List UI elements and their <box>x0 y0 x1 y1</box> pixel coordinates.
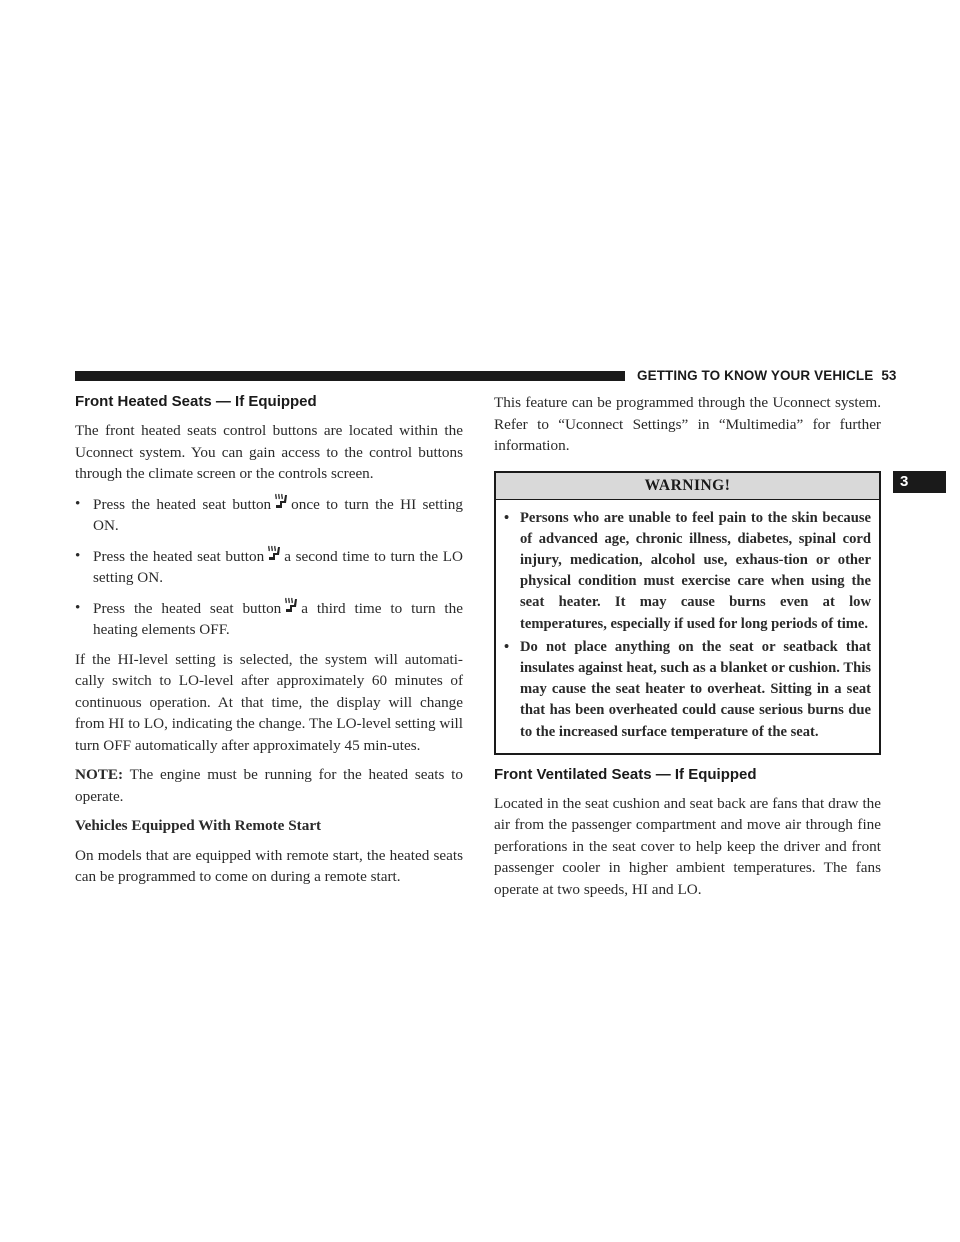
warning-item <box>504 637 871 743</box>
remote-start-heading: Vehicles Equipped With Remote Start <box>75 817 322 834</box>
remote-start-text: On models that are equipped with remote start, the heated seats can be programmed to come on during a remote start. <box>75 846 463 885</box>
header-rule <box>75 371 625 381</box>
note-paragraph <box>75 764 463 807</box>
note-label: NOTE: <box>75 766 124 783</box>
step-text-before: Press the heated seat button <box>93 599 282 617</box>
heated-seat-icon <box>266 545 282 563</box>
right-column <box>494 392 881 908</box>
ventilated-seats-text: Located in the seat cushion and seat back are fans that draw the air from the passenger compartment and move air through fine perforations in the seat cover to help keep the driver and front passenger cooler in higher ambient temperatures. The fans operate at two speeds, HI and LO. <box>494 794 881 898</box>
bullet-dot: • <box>75 598 81 616</box>
step-text-after: once to turn the HI setting ON. <box>93 495 463 534</box>
continuation-paragraph: This feature can be programmed through the Uconnect system. Refer to “Uconnect Settings” in “Multimedia” for further information. <box>494 394 881 454</box>
hi-level-paragraph: If the HI-level setting is selected, the system will automati-cally switch to LO-level after approximately 60 minutes of continuous operation. At that time, the display will change from HI to LO, indicating the change. The LO-level setting will turn OFF automatically after approximately 45 min-utes. <box>75 650 463 754</box>
step-text-after: a third time to turn the heating elements OFF. <box>93 599 463 638</box>
step-text-before: Press the heated seat button <box>93 547 265 565</box>
warning-text: Persons who are unable to feel pain to the skin because of advanced age, chronic illness, diabetes, spinal cord injury, medication, alcohol use, exhaus-tion or other physical condition must exercise care when using the seat heater. It may cause burns even at low temperatures, especially if used for long periods of time. <box>520 509 871 632</box>
heated-seat-icon <box>283 597 299 615</box>
warning-box <box>494 471 881 755</box>
heated-seats-heading: Front Heated Seats — If Equipped <box>75 393 317 410</box>
bullet-dot: • <box>504 509 510 526</box>
warning-text: Do not place anything on the seat or seatback that insulates against heat, such as a blanket or cushion. This may cause the seat heater to overheat. Sitting in a seat that has been overheated could cause serious burns due to the increased surface temperature of the seat. <box>520 638 871 740</box>
step-text-before: Press the heated seat button <box>93 495 272 513</box>
bullet-dot: • <box>75 494 81 512</box>
section-title: GETTING TO KNOW YOUR VEHICLE <box>637 368 874 383</box>
list-item <box>75 545 463 589</box>
heated-seat-icon <box>273 493 289 511</box>
list-item <box>75 597 463 641</box>
note-text: The engine must be running for the heated seats to operate. <box>75 766 463 805</box>
step-text-after: a second time to turn the LO setting ON. <box>93 547 463 586</box>
heated-seats-intro: The front heated seats control buttons are located within the Uconnect system. You can gain access to the control buttons through the climate screen or the controls screen. <box>75 422 463 482</box>
warning-title: WARNING! <box>496 473 879 500</box>
page-number: 53 <box>881 368 897 383</box>
left-column <box>75 392 463 896</box>
running-header <box>637 368 897 383</box>
warning-item <box>504 508 871 635</box>
bullet-dot: • <box>75 546 81 564</box>
list-item <box>75 493 463 537</box>
bullet-dot: • <box>504 638 510 655</box>
chapter-tab: 3 <box>893 471 946 493</box>
warning-body <box>496 500 879 753</box>
ventilated-seats-heading: Front Ventilated Seats — If Equipped <box>494 765 757 783</box>
heated-seat-steps <box>75 493 463 641</box>
